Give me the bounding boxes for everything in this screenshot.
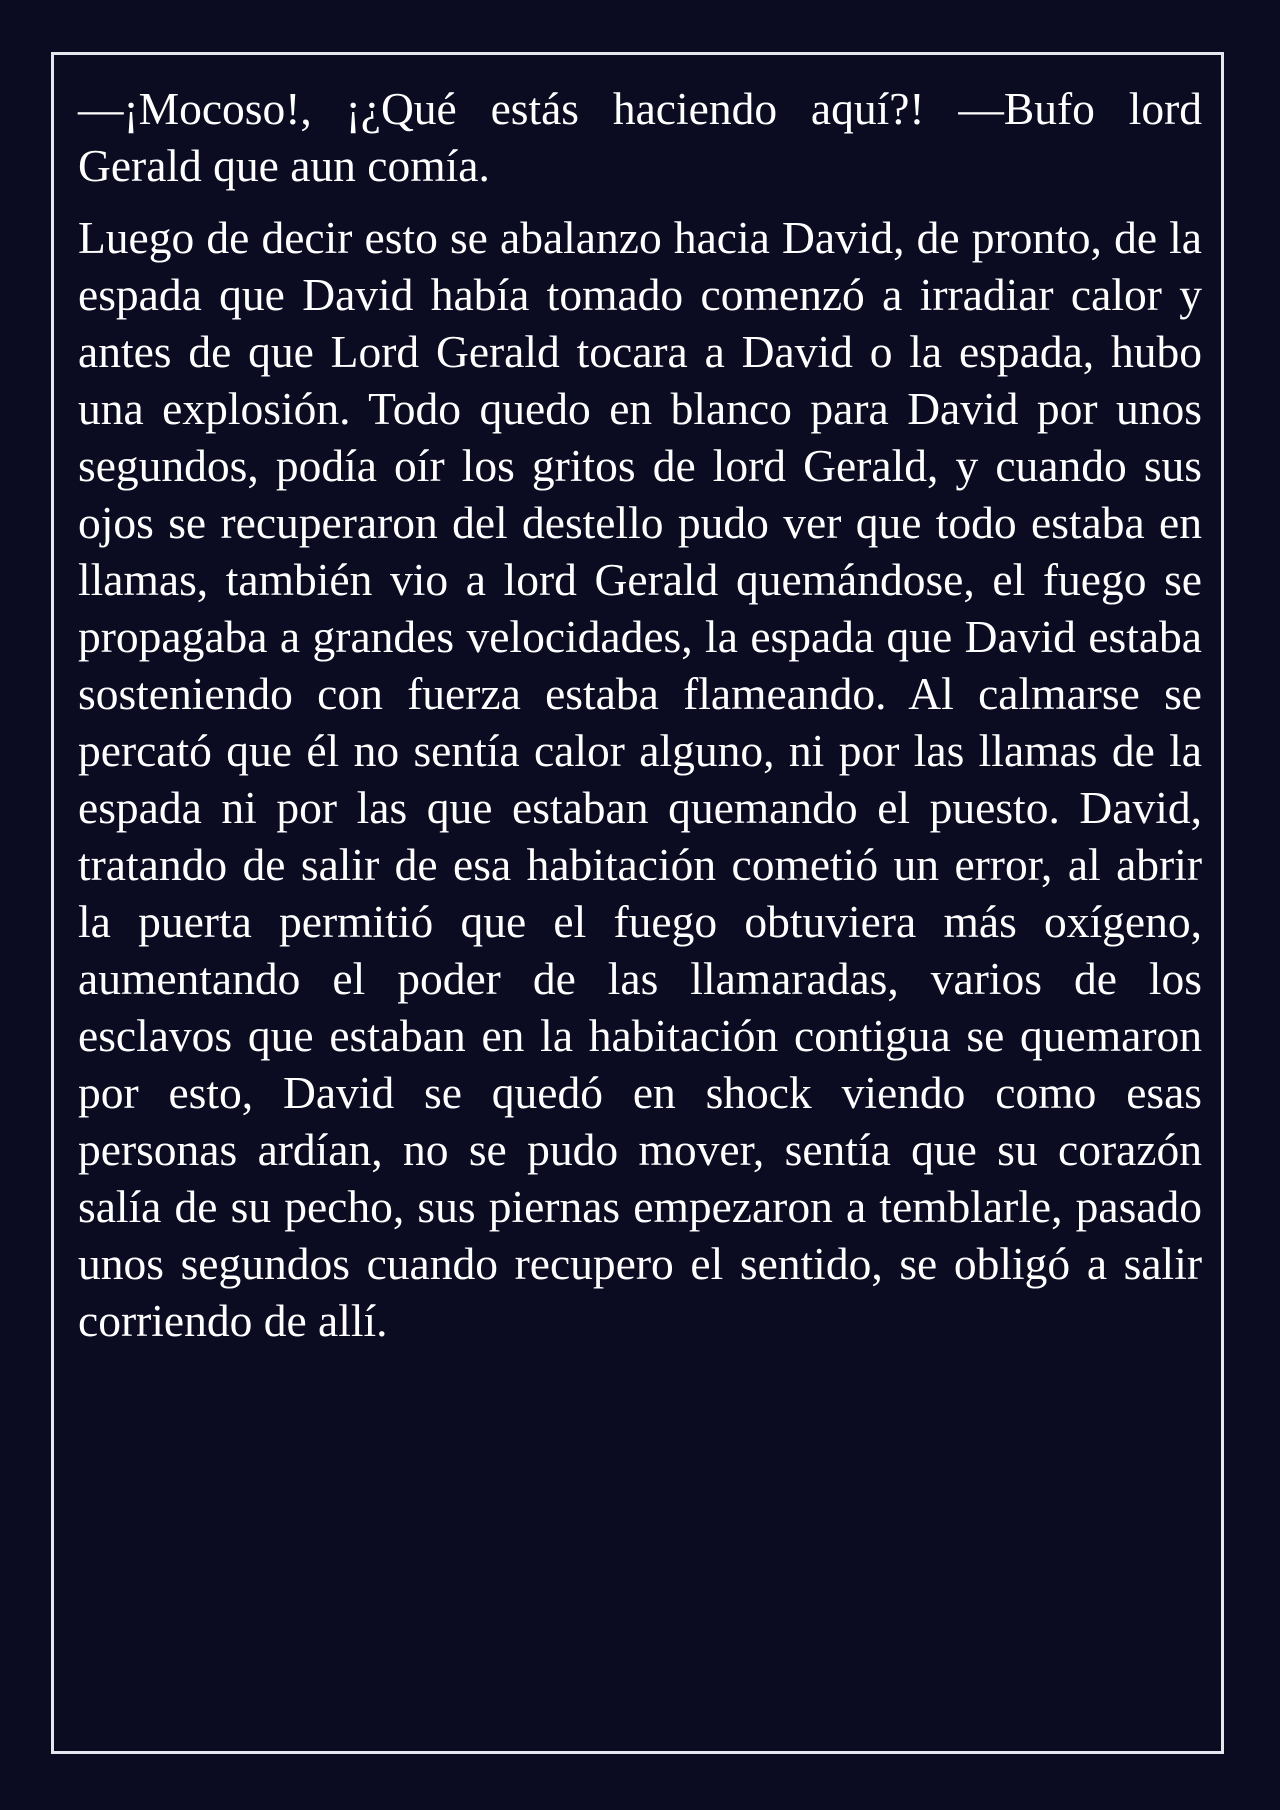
story-text: [78, 80, 1202, 1364]
paragraph-dialogue: —¡Mocoso!, ¡¿Qué estás haciendo aquí?! —Bufo lord Gerald que aun comía.: [78, 83, 1202, 191]
paragraph-narration: Luego de decir esto se abalanzo hacia David, de pronto, de la espada que David había tomado comenzó a irradiar calor y antes de que Lord Gerald tocara a David o la espada, hubo una explosión. Todo quedo en blanco para David por unos segundos, podía oír los gritos de lord Gerald, y cuando sus ojos se recuperaron del destello pudo ver que todo estaba en llamas, también vio a lord Gerald quemándose, el fuego se propagaba a grandes velocidades, la espada que David estaba sosteniendo con fuerza estaba flameando. Al calmarse se percató que él no sentía calor alguno, ni por las llamas de la espada ni por las que estaban quemando el puesto. David, tratando de salir de esa habitación cometió un error, al abrir la puerta permitió que el fuego obtuviera más oxígeno, aumentando el poder de las llamaradas, varios de los esclavos que estaban en la habitación contigua se quemaron por esto, David se quedó en shock viendo como esas personas ardían, no se pudo mover, sentía que su corazón salía de su pecho, sus piernas empezaron a temblarle, pasado unos segundos cuando recupero el sentido, se obligó a salir corriendo de allí.: [78, 212, 1202, 1346]
